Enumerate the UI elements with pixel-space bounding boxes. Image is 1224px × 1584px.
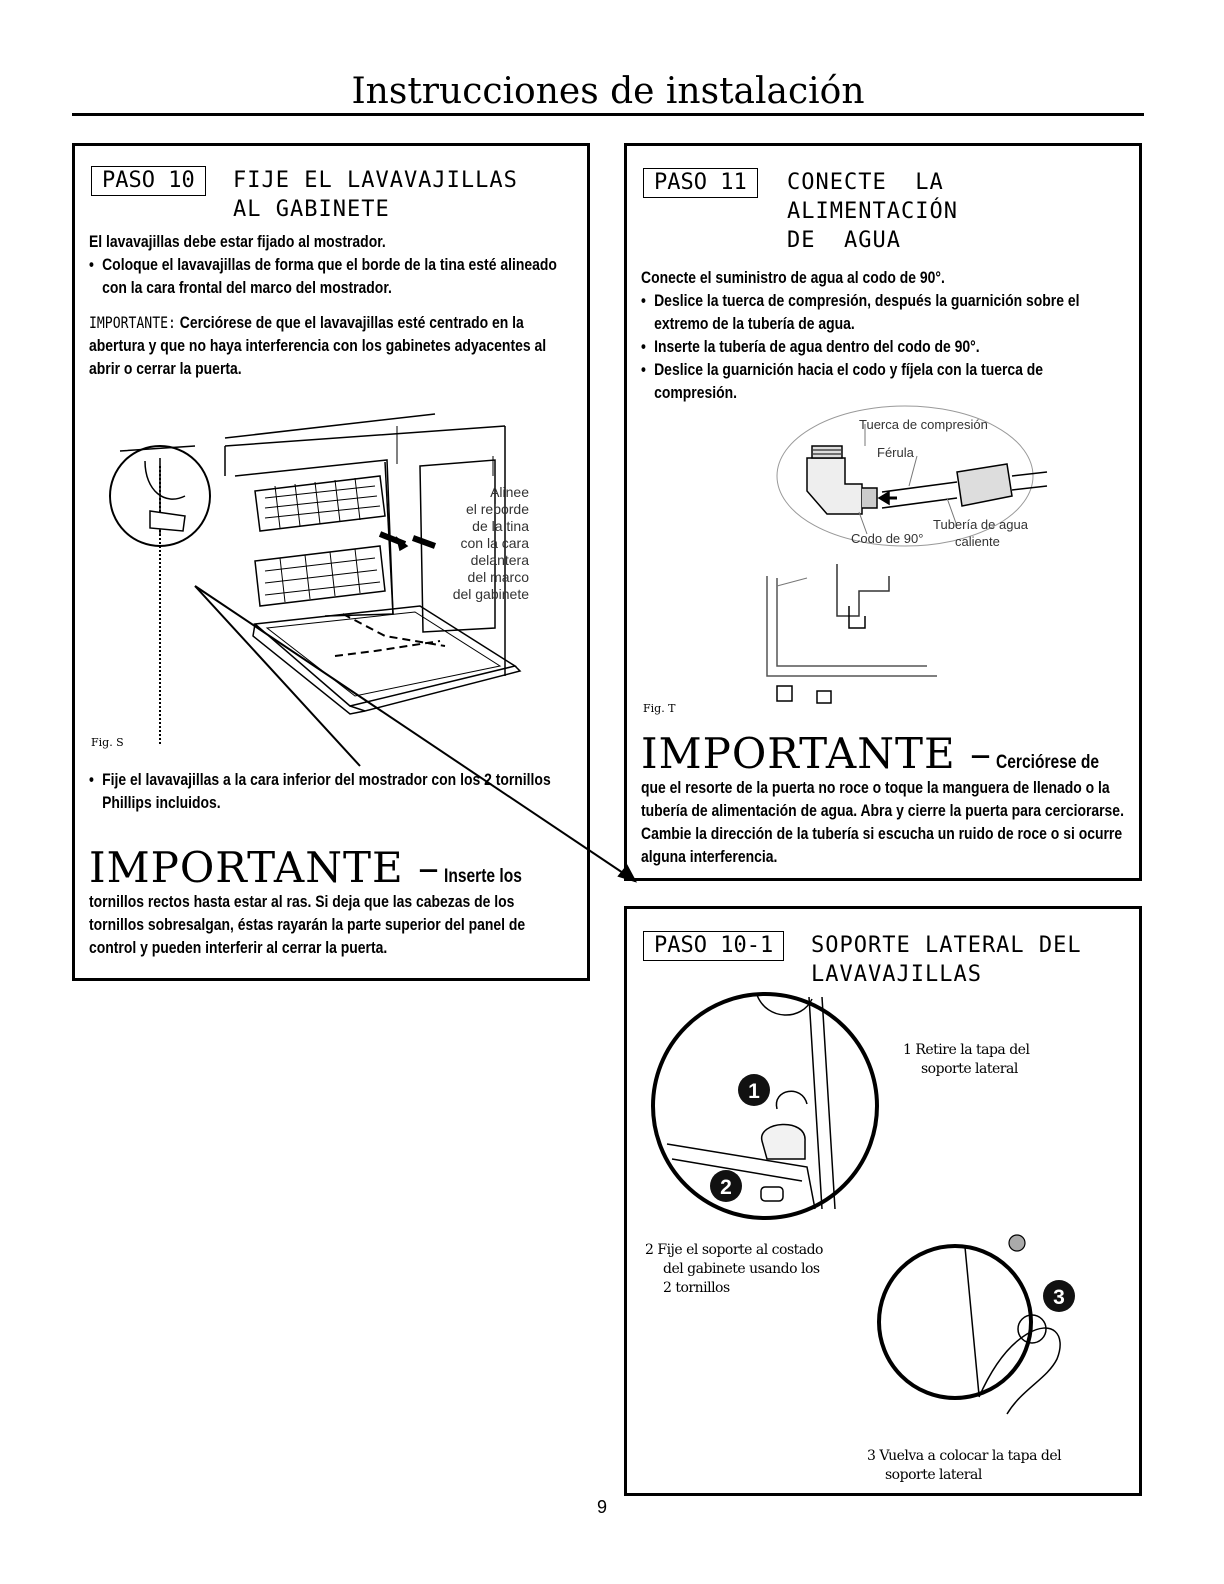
step10-important-text: Cerciórese de que el lavavajillas esté centrado en la abertura y que no haya interferencia con los gabinetes adyacentes al abrir o cerrar la puerta. (89, 313, 547, 378)
step10-tag: PASO 10 (91, 166, 206, 196)
note-3 (867, 1447, 1061, 1485)
callout-line: el reborde (465, 501, 529, 517)
badge-2: 2 (720, 1176, 732, 1199)
step11-heading-line1: CONECTE LA (787, 170, 944, 195)
step11-important-first: Cerciórese de (996, 752, 1100, 773)
step11-important-rest: que el resorte de la puerta no roce o toque la manguera de llenado o la tubería de alimentación de agua. Abra y cierre la puerta para cerciorarse. Cambie la dirección de la tubería si escucha un ruido de roce o si ocurre alguna interferencia. (641, 778, 1124, 866)
side-bracket-illustration (627, 909, 1145, 1499)
step10-lead: El lavavajillas debe estar fijado al mostrador. (89, 232, 386, 251)
note-1 (903, 1041, 1029, 1079)
note-2-line1: 2 Fije el soporte al costado (645, 1242, 823, 1258)
note-3-line1: 3 Vuelva a colocar la tapa del (867, 1448, 1062, 1464)
step10-important2-first: Inserte los (444, 866, 523, 887)
note-1-line1: 1 Retire la tapa del (903, 1042, 1030, 1058)
step10-heading-line1: FIJE EL LAVAVAJILLAS (233, 168, 518, 193)
note-3-line2: soporte lateral (885, 1467, 982, 1483)
step10-important2 (89, 843, 589, 959)
step11-box (624, 143, 1142, 881)
step11-heading-line3: DE AGUA (787, 228, 901, 253)
page-title: Instrucciones de instalación (351, 71, 865, 112)
step10-callout (411, 484, 529, 603)
note-2-line2: del gabinete usando los (663, 1261, 820, 1277)
callout-line: con la cara (460, 535, 529, 551)
fig-t-label: Fig. T (643, 702, 676, 715)
label-pipe-line1: Tubería de agua (933, 517, 1028, 532)
label-pipe (933, 516, 1043, 550)
label-elbow: Codo de 90° (851, 531, 924, 546)
callout-line: Alinee (490, 484, 529, 500)
callout-line: delantera (470, 552, 529, 568)
step11-bullet: • Inserte la tubería de agua dentro del codo de 90°. (641, 335, 1125, 358)
step10-important2-label: IMPORTANTE – (89, 843, 440, 892)
callout-line: de la tina (472, 518, 529, 534)
page-number: 9 (596, 1497, 607, 1517)
note-2 (645, 1241, 823, 1298)
step10-1-tag: PASO 10-1 (643, 931, 784, 961)
callout-line: del marco (467, 569, 529, 585)
step10-bullet2-text: • Fije el lavavajillas a la cara inferior del mostrador con los 2 tornillos Phillips incluidos. (89, 768, 573, 814)
note-2-line3: 2 tornillos (663, 1280, 730, 1296)
step10-bullet1: • Coloque el lavavajillas de forma que el borde de la tina esté alineado con la cara frontal del marco del mostrador. (89, 253, 573, 299)
step10-1-heading-line2: LAVAVAJILLAS (811, 962, 982, 987)
step11-important (641, 729, 1141, 868)
step11-bullet: • Deslice la guarnición hacia el codo y fíjela con la tuerca de compresión. (641, 358, 1125, 404)
badge-3: 3 (1053, 1286, 1065, 1309)
step10-bullet2 (89, 768, 573, 814)
step10-important2-rest: tornillos rectos hasta estar al ras. Si deja que las cabezas de los tornillos sobresalgan, éstas rayarán la parte superior del panel de control y pueden interferir al cerrar la puerta. (89, 892, 526, 957)
step11-heading-line2: ALIMENTACIÓN (787, 199, 958, 224)
badge-1: 1 (748, 1080, 760, 1103)
step10-important-label: IMPORTANTE: (89, 313, 176, 332)
fig-s-label: Fig. S (91, 736, 124, 749)
step11-lead: Conecte el suministro de agua al codo de 90°. (641, 268, 945, 287)
step10-1-box (624, 906, 1142, 1496)
step10-box (72, 143, 590, 981)
label-ferrule: Férula (877, 445, 914, 460)
step10-heading-line2: AL GABINETE (233, 197, 390, 222)
step11-important-label: IMPORTANTE – (641, 729, 992, 778)
step10-1-heading-line1: SOPORTE LATERAL DEL (811, 933, 1082, 958)
step11-tag: PASO 11 (643, 168, 758, 198)
label-nut: Tuerca de compresión (859, 417, 988, 432)
note-1-line2: soporte lateral (921, 1061, 1018, 1077)
label-pipe-line2: caliente (955, 534, 1000, 549)
callout-line: del gabinete (452, 586, 529, 602)
title-rule (72, 113, 1144, 116)
step11-bullet: • Deslice la tuerca de compresión, después la guarnición sobre el extremo de la tubería de agua. (641, 289, 1125, 335)
